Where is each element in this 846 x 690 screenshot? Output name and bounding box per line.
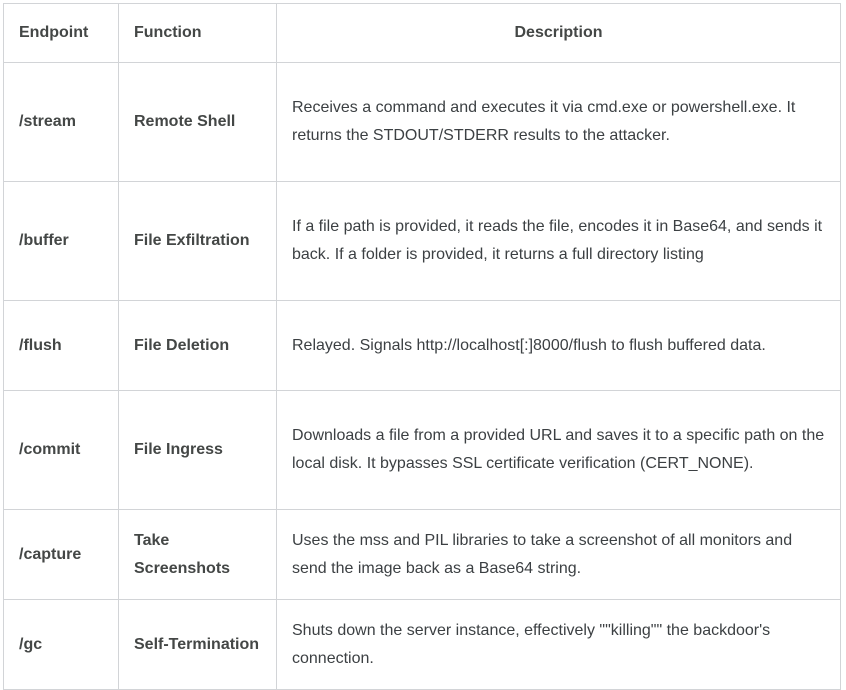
description-cell: Relayed. Signals http://localhost[:]8000/flush to flush buffered data.: [277, 301, 841, 391]
endpoint-table: [3, 3, 841, 690]
endpoint-cell: /flush: [4, 301, 119, 391]
function-cell: Remote Shell: [119, 63, 277, 182]
header-row: [4, 4, 841, 63]
description-cell: Shuts down the server instance, effectively ""killing"" the backdoor's connection.: [277, 600, 841, 690]
function-cell: Self-Termination: [119, 600, 277, 690]
endpoint-cell: /commit: [4, 391, 119, 510]
table-body: [4, 63, 841, 690]
description-cell: Receives a command and executes it via cmd.exe or powershell.exe. It returns the STDOUT/STDERR results to the attacker.: [277, 63, 841, 182]
table-row: [4, 63, 841, 182]
description-cell: If a file path is provided, it reads the file, encodes it in Base64, and sends it back. If a folder is provided, it returns a full directory listing: [277, 182, 841, 301]
endpoint-cell: /capture: [4, 510, 119, 600]
endpoint-cell: /stream: [4, 63, 119, 182]
table-header: [4, 4, 841, 63]
header-function: Function: [119, 4, 277, 63]
function-cell: File Deletion: [119, 301, 277, 391]
function-cell: File Exfiltration: [119, 182, 277, 301]
table-row: [4, 301, 841, 391]
function-cell: File Ingress: [119, 391, 277, 510]
table-row: [4, 182, 841, 301]
header-endpoint: Endpoint: [4, 4, 119, 63]
table-row: [4, 391, 841, 510]
table-row: [4, 510, 841, 600]
description-cell: Uses the mss and PIL libraries to take a screenshot of all monitors and send the image back as a Base64 string.: [277, 510, 841, 600]
endpoint-cell: /gc: [4, 600, 119, 690]
endpoint-cell: /buffer: [4, 182, 119, 301]
header-description: Description: [277, 4, 841, 63]
function-cell: Take Screenshots: [119, 510, 277, 600]
table-row: [4, 600, 841, 690]
endpoint-table-container: [3, 3, 840, 690]
description-cell: Downloads a file from a provided URL and saves it to a specific path on the local disk. It bypasses SSL certificate verification (CERT_NONE).: [277, 391, 841, 510]
